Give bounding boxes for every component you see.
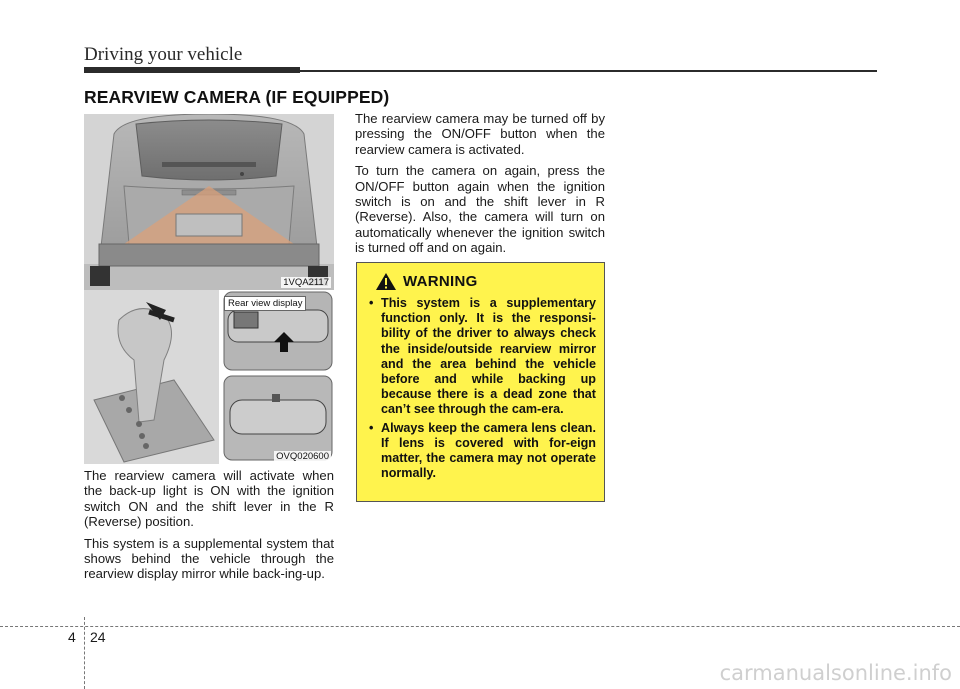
warning-title: WARNING	[403, 273, 478, 290]
warning-list	[367, 296, 596, 481]
figure-code-top: 1VQA2117	[283, 277, 329, 288]
paragraph-turn-on: To turn the camera on again, press the ON/OFF button again when the ignition switch is on and the shift lever in R (Reverse). Also, the camera will turn on automatically whenever the ignition switch is turned off and on again.	[355, 163, 605, 256]
page-number: 24	[90, 629, 106, 645]
running-header: Driving your vehicle	[84, 44, 243, 65]
rear-view-display-callout: Rear view display	[224, 296, 306, 311]
rear-vehicle-illustration	[84, 114, 334, 290]
middle-column-text	[355, 111, 605, 262]
rear-vehicle-figure	[84, 114, 334, 290]
paragraph-activation: The rearview camera will activate when the back-up light is ON with the ignition switch ON and the shift lever in the R (Reverse) position.	[84, 468, 334, 530]
paragraph-turn-off: The rearview camera may be turned off by pressing the ON/OFF button when the rearview camera is activated.	[355, 111, 605, 157]
warning-item-lens-clean: • Always keep the camera lens clean. If lens is covered with for-eign matter, the camera may not operate normally.	[367, 421, 596, 482]
header-rule-thick	[84, 67, 300, 73]
footer-dashed-divider	[84, 617, 85, 689]
watermark: carmanualsonline.info	[719, 661, 952, 685]
footer-dashed-rule	[0, 626, 960, 627]
section-title: REARVIEW CAMERA (IF EQUIPPED)	[84, 87, 390, 107]
warning-header	[375, 272, 596, 291]
warning-item-supplementary: • This system is a supplementary function only. It is the responsi-bility of the driver to always check the inside/outside rearview mirror and the area behind the vehicle before and while backing up because there is a dead zone that can’t see through the cam-era.	[367, 296, 596, 418]
shift-and-mirror-figure	[84, 290, 334, 464]
figure-code-bottom: OVQ020600	[276, 451, 329, 462]
header-rule-thin	[300, 70, 877, 72]
paragraph-supplemental: This system is a supplemental system that shows behind the vehicle through the rearview display mirror while back-ing-up.	[84, 535, 334, 582]
left-column-text	[84, 468, 334, 588]
warning-triangle-icon	[375, 272, 397, 291]
warning-box	[356, 262, 605, 502]
chapter-number: 4	[68, 629, 76, 645]
shift-mirror-illustration	[84, 290, 334, 464]
